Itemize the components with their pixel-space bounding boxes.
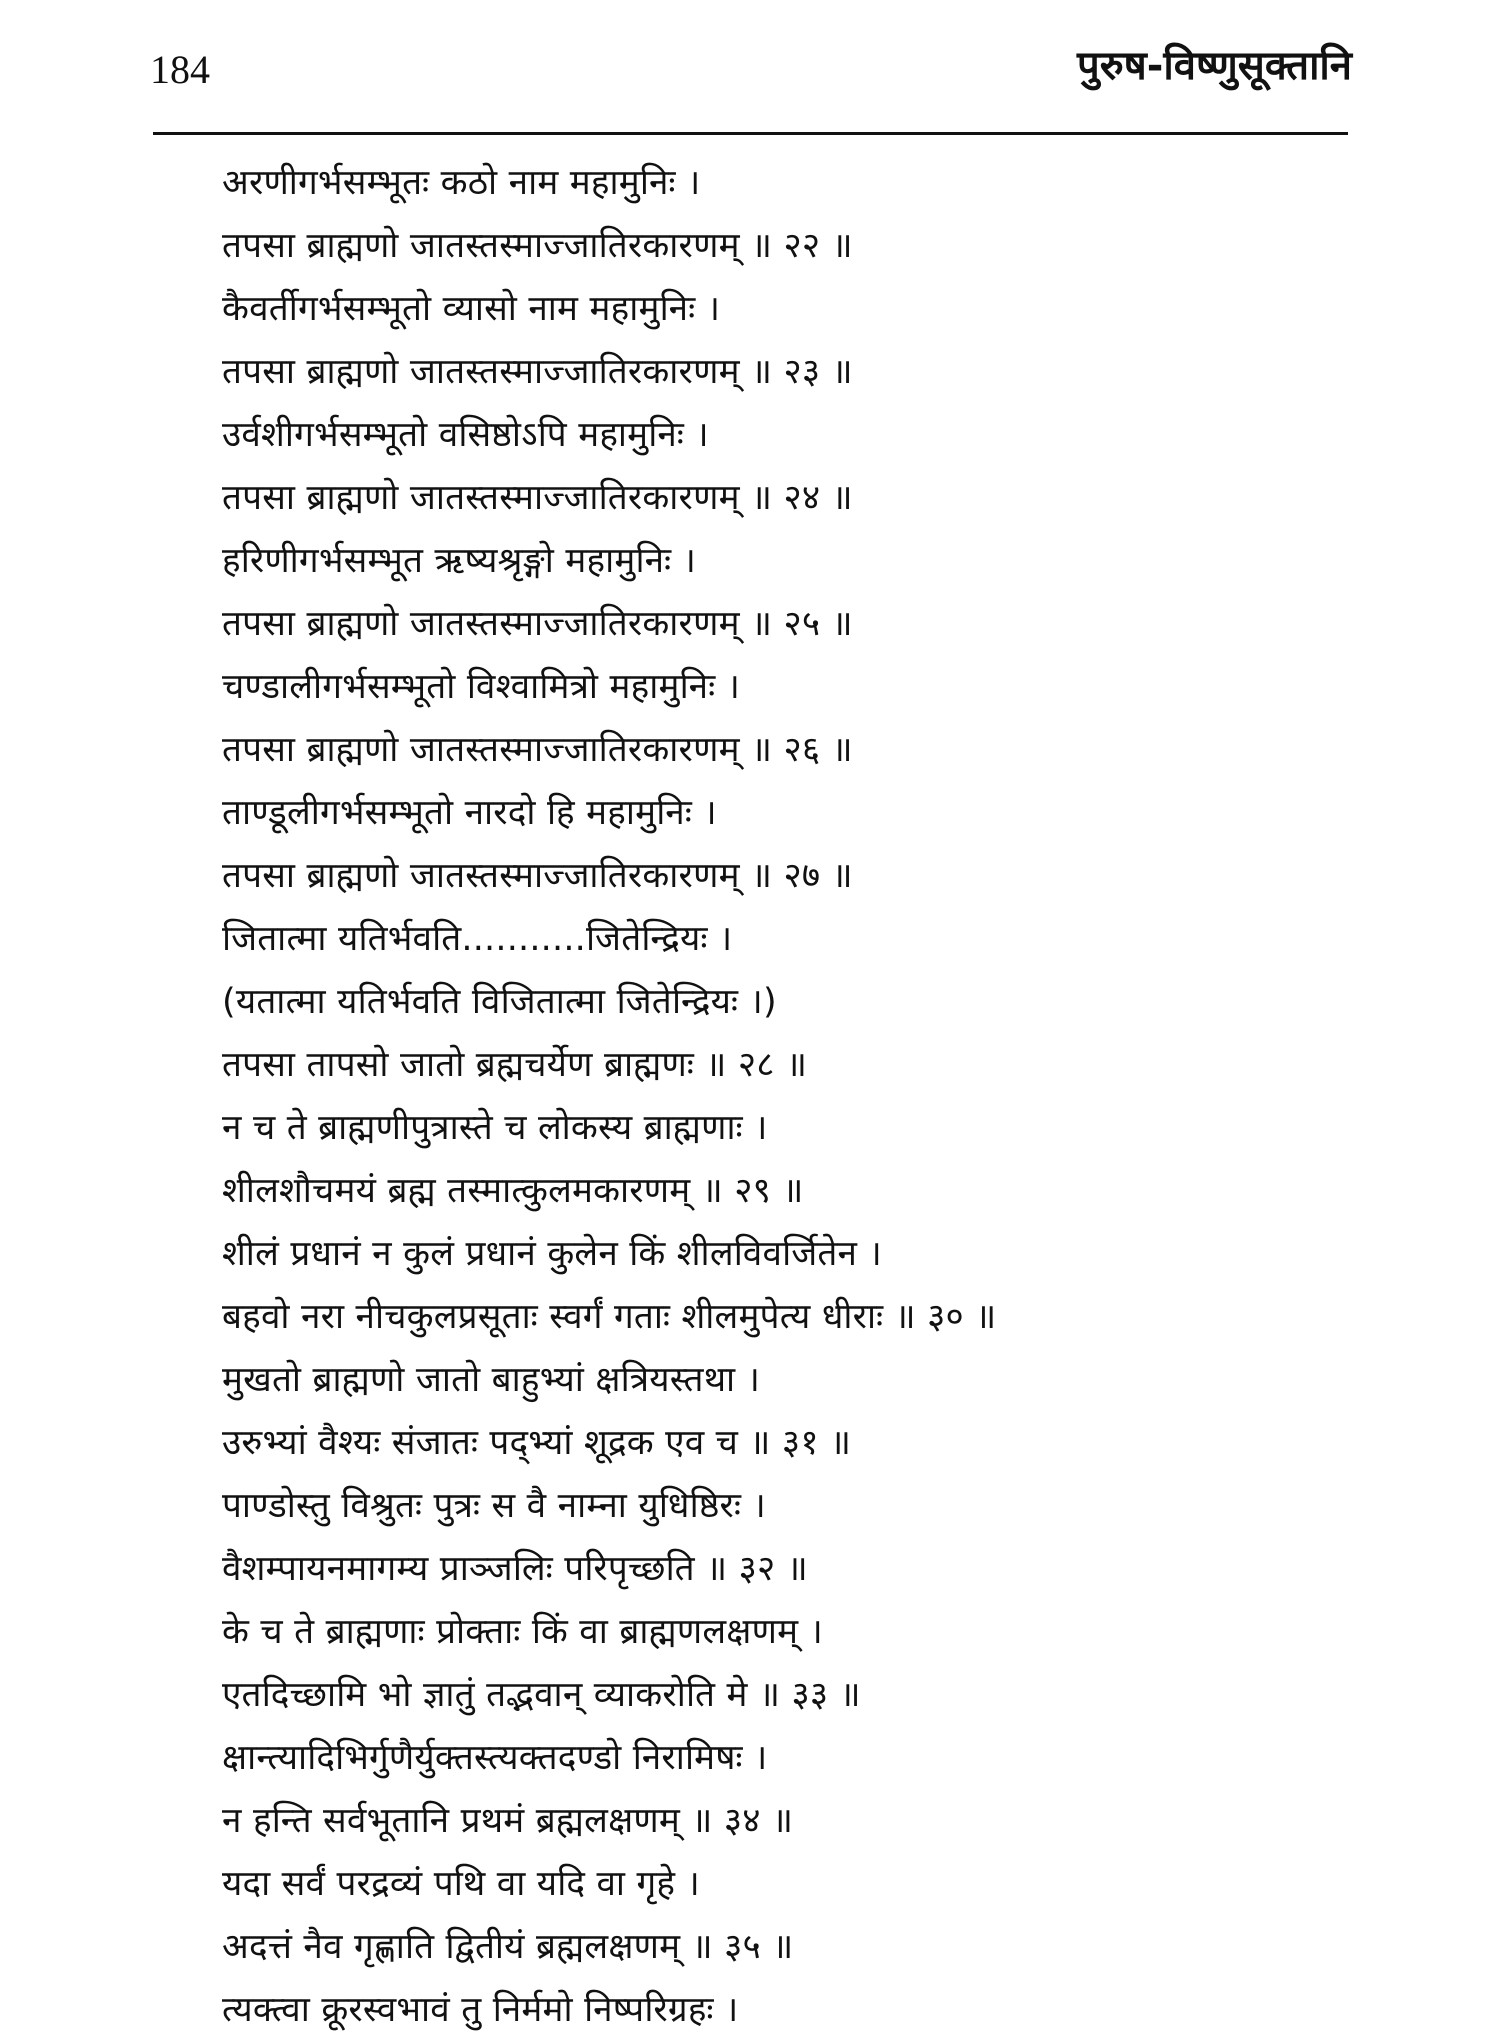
verse-line: उर्वशीगर्भसम्भूतो वसिष्ठोऽपि महामुनिः । (222, 415, 709, 455)
verse-line: वैशम्पायनमागम्य प्राञ्जलिः परिपृच्छति ॥ ३२ ॥ (222, 1549, 808, 1589)
verse-line: शीलशौचमयं ब्रह्म तस्मात्कुलमकारणम् ॥ २९ ॥ (222, 1171, 804, 1211)
verse-text-block (222, 152, 1402, 2042)
verse-line: तपसा ब्राह्मणो जातस्तस्माज्जातिरकारणम् ॥ २५ ॥ (222, 604, 853, 644)
verse-line: हरिणीगर्भसम्भूत ऋष्यश्रृङ्गो महामुनिः । (222, 541, 697, 581)
verse-line: पाण्डोस्तु विश्रुतः पुत्रः स वै नाम्ना युधिष्ठिरः । (222, 1486, 766, 1526)
verse-line: अदत्तं नैव गृह्णाति द्वितीयं ब्रह्मलक्षणम् ॥ ३५ ॥ (222, 1927, 794, 1967)
verse-line: न हन्ति सर्वभूतानि प्रथमं ब्रह्मलक्षणम् ॥ ३४ ॥ (222, 1801, 794, 1841)
verse-line: अरणीगर्भसम्भूतः कठो नाम महामुनिः । (222, 163, 701, 203)
verse-line: तपसा ब्राह्मणो जातस्तस्माज्जातिरकारणम् ॥ २२ ॥ (222, 226, 853, 266)
verse-line: शीलं प्रधानं न कुलं प्रधानं कुलेन किं शीलविवर्जितेन । (222, 1234, 882, 1274)
verse-line: ताण्डूलीगर्भसम्भूतो नारदो हि महामुनिः । (222, 793, 717, 833)
verse-line: बहवो नरा नीचकुलप्रसूताः स्वर्गं गताः शीलमुपेत्य धीराः ॥ ३० ॥ (222, 1297, 997, 1337)
verse-line: तपसा ब्राह्मणो जातस्तस्माज्जातिरकारणम् ॥ २७ ॥ (222, 856, 853, 896)
verse-line: तपसा ब्राह्मणो जातस्तस्माज्जातिरकारणम् ॥ २६ ॥ (222, 730, 853, 770)
verse-line: चण्डालीगर्भसम्भूतो विश्वामित्रो महामुनिः । (222, 667, 741, 707)
verse-line: तपसा ब्राह्मणो जातस्तस्माज्जातिरकारणम् ॥ २४ ॥ (222, 478, 853, 518)
verse-line: के च ते ब्राह्मणाः प्रोक्ताः किं वा ब्राह्मणलक्षणम् । (222, 1612, 823, 1652)
verse-line: तपसा तापसो जातो ब्रह्मचर्येण ब्राह्मणः ॥ २८ ॥ (222, 1045, 808, 1085)
verse-line: मुखतो ब्राह्मणो जातो बाहुभ्यां क्षत्रियस्तथा । (222, 1360, 761, 1400)
verse-line: (यतात्मा यतिर्भवति विजितात्मा जितेन्द्रियः ।) (222, 982, 777, 1022)
running-title: पुरुष-विष्णुसूक्तानि (1077, 43, 1352, 89)
verse-line: क्षान्त्यादिभिर्गुणैर्युक्तस्त्यक्तदण्डो निरामिषः । (222, 1738, 768, 1778)
verse-line: कैवर्तीगर्भसम्भूतो व्यासो नाम महामुनिः । (222, 289, 721, 329)
page-number: 184 (150, 47, 210, 92)
verse-line: उरुभ्यां वैश्यः संजातः पद्भ्यां शूद्रक एव च ॥ ३१ ॥ (222, 1423, 852, 1463)
verse-line: न च ते ब्राह्मणीपुत्रास्ते च लोकस्य ब्राह्मणाः । (222, 1108, 768, 1148)
verse-line: त्यक्त्वा क्रूरस्वभावं तु निर्ममो निष्परिग्रहः । (222, 1990, 739, 2030)
header-rule (153, 132, 1348, 135)
verse-line: यदा सर्वं परद्रव्यं पथि वा यदि वा गृहे । (222, 1864, 700, 1904)
verse-line: एतदिच्छामि भो ज्ञातुं तद्भवान् व्याकरोति मे ॥ ३३ ॥ (222, 1675, 861, 1715)
verse-line: जितात्मा यतिर्भवति...........जितेन्द्रियः । (222, 919, 733, 959)
verse-line: तपसा ब्राह्मणो जातस्तस्माज्जातिरकारणम् ॥ २३ ॥ (222, 352, 853, 392)
